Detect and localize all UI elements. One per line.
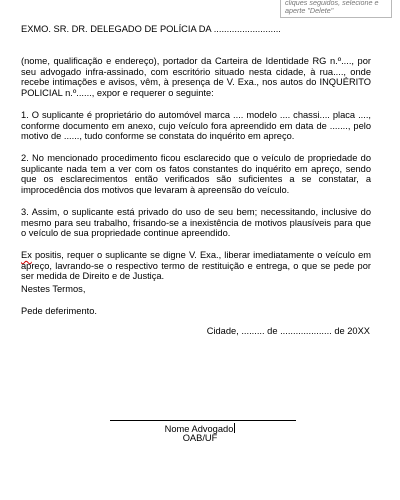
intro-paragraph[interactable]: (nome, qualificação e endereço), portador da Carteira de Identidade RG n.º...., por seu advogado infra-assinado, com escritório situado nesta cidade, à rua...., onde recebe intimações e avisos, vêm, à presença de V. Exa., nos autos do INQUÉRITO POLICIAL n.º......, expor e requerer o seguinte: [21, 56, 371, 98]
signature-oab[interactable]: OAB/UF [182, 433, 218, 443]
closing-pede-deferimento[interactable]: Pede deferimento. [21, 306, 97, 316]
text-cursor [234, 423, 235, 433]
closing-nestes-termos[interactable]: Nestes Termos, [21, 284, 86, 294]
paragraph-item-3[interactable]: 3. Assim, o suplicante está privado do uso de seu bem; necessitando, inclusive do mesmo para seu trabalho, frisando-se a inexistência de motivos plausíveis para que o veículo de sua propriedade continue apreendido. [21, 207, 371, 239]
request-text: positis, requer o suplicante se digne V. Exa., liberar imediatamente o veículo em apreço, lavrando-se o respectivo termo de restituição e entrega, o que se pede por ser medida de Direito e de Justiça. [21, 250, 371, 282]
paragraph-item-1[interactable]: 1. O suplicante é proprietário do automóvel marca .... modelo .... chassi.... placa ...., conforme documento em anexo, cujo veículo fora apreendido em data de ......., pelo motivo de ......, tudo conforme se constata do inquérito em apreço. [21, 110, 371, 142]
spellcheck-marked-word[interactable]: Ex [21, 250, 32, 260]
request-paragraph[interactable] [21, 250, 371, 282]
addressee-line[interactable]: EXMO. SR. DR. DELEGADO DE POLÍCIA DA .......................... [21, 24, 281, 34]
instruction-tooltip: cliques seguidos, selecione e aperte "Delete" [280, 0, 392, 18]
signature-line [110, 420, 296, 421]
date-line[interactable]: Cidade, ......... de .................... de 20XX [206, 326, 370, 336]
paragraph-item-2[interactable]: 2. No mencionado procedimento ficou esclarecido que o veículo de propriedade do suplicante nada tem a ver com os fatos constantes do inquérito em apreço, sendo que os esclarecimentos então verificados são suficientes a se constatar, a improcedência dos motivos que levaram à apreensão do veículo. [21, 153, 371, 195]
signature-name: Nome Advogado [164, 424, 234, 434]
